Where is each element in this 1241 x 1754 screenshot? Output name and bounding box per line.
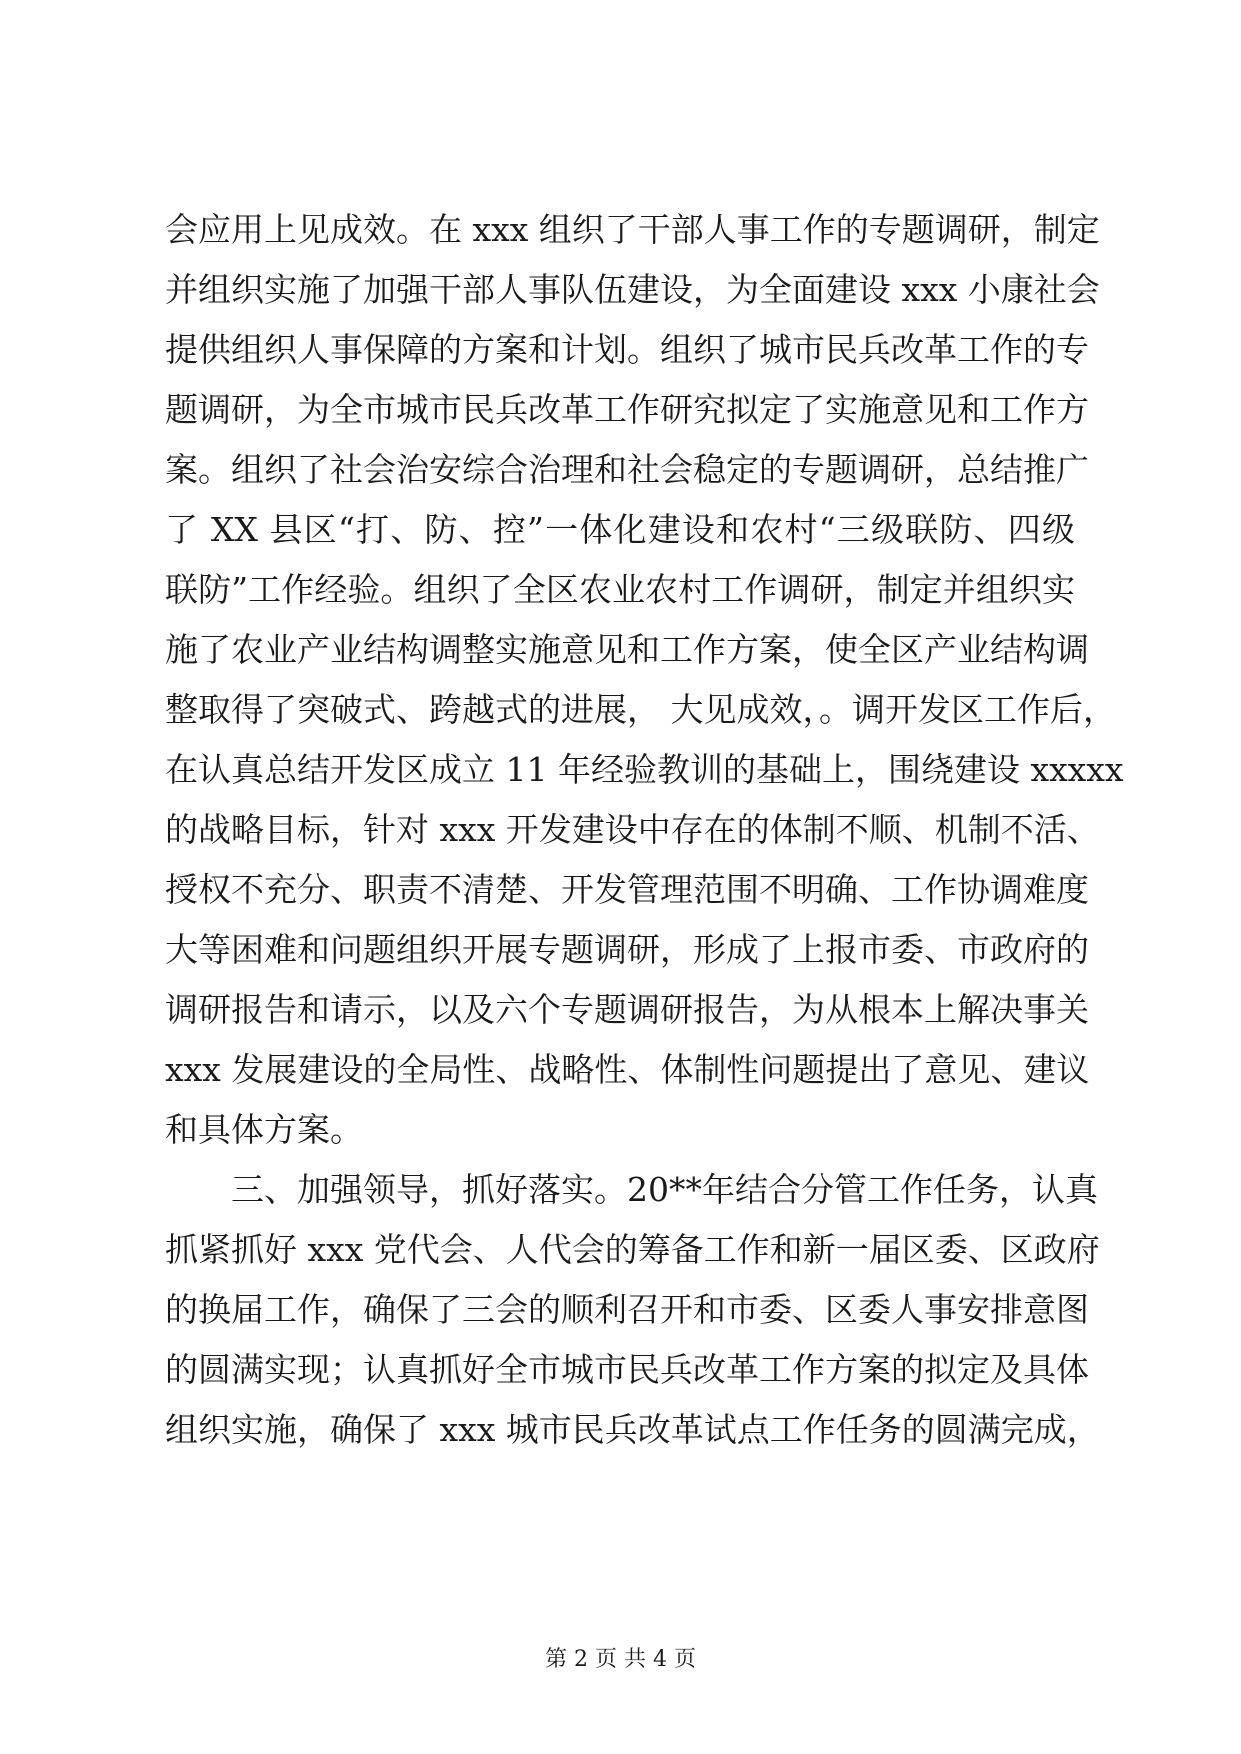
body-line: 的圆满实现；认真抓好全市城市民兵改革工作方案的拟定及具体: [165, 1350, 1089, 1389]
body-line: 的换届工作，确保了三会的顺利召开和市委、区委人事安排意图: [165, 1290, 1089, 1329]
body-line: 授权不充分、职责不清楚、开发管理范围不明确、工作协调难度: [165, 870, 1089, 909]
body-line: xxx 发展建设的全局性、战略性、体制性问题提出了意见、建议: [165, 1050, 1090, 1089]
body-line: 了 XX 县区“打、防、控”一体化建设和农村“三级联防、四级: [165, 510, 1075, 549]
body-line: 组织实施，确保了 xxx 城市民兵改革试点工作任务的圆满完成，: [165, 1410, 1100, 1449]
body-line: 大等困难和问题组织开展专题调研，形成了上报市委、市政府的: [165, 930, 1089, 969]
body-line: 在认真总结开发区成立 11 年经验教训的基础上，围绕建设 xxxxx: [165, 750, 1124, 789]
body-line: 施了农业产业结构调整实施意见和工作方案，使全区产业结构调: [165, 630, 1089, 669]
body-line: 和具体方案。: [165, 1110, 363, 1149]
body-line: 的战略目标，针对 xxx 开发建设中存在的体制不顺、机制不活、: [165, 810, 1100, 849]
body-line: 并组织实施了加强干部人事队伍建设，为全面建设 xxx 小康社会: [165, 270, 1100, 309]
body-line: 调研报告和请示，以及六个专题调研报告，为从根本上解决事关: [165, 990, 1089, 1029]
body-line: 三、加强领导，抓好落实。20**年结合分管工作任务，认真: [165, 1170, 1098, 1209]
page-footer: 第 2 页 共 4 页: [545, 1647, 696, 1672]
body-line: 题调研，为全市城市民兵改革工作研究拟定了实施意见和工作方: [165, 390, 1089, 429]
body-line: 联防”工作经验。组织了全区农业农村工作调研，制定并组织实: [165, 570, 1075, 609]
body-line: 会应用上见成效。在 xxx 组织了干部人事工作的专题调研，制定: [165, 210, 1100, 249]
body-line: 案。组织了社会治安综合治理和社会稳定的专题调研，总结推广: [165, 450, 1089, 489]
body-line: 抓紧抓好 xxx 党代会、人代会的筹备工作和新一届区委、区政府: [165, 1230, 1100, 1269]
body-line: 提供组织人事保障的方案和计划。组织了城市民兵改革工作的专: [165, 330, 1089, 369]
body-line: 整取得了突破式、跨越式的进展， 大见成效，。调开发区工作后，: [165, 690, 1116, 729]
